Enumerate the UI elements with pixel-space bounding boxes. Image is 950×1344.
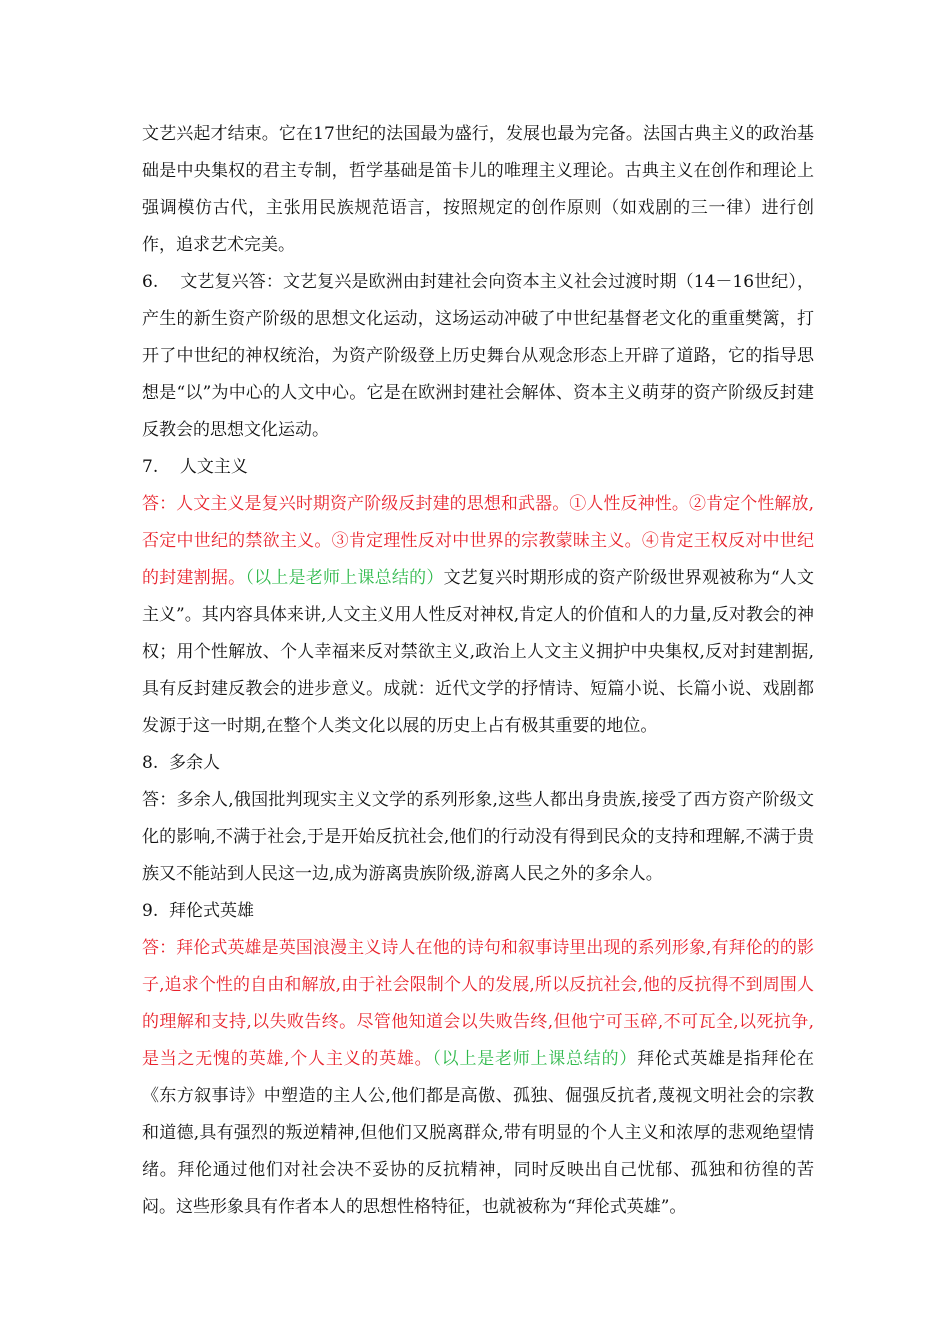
section-9-body: 拜伦式英雄是指拜伦在《东方叙事诗》中塑造的主人公,他们都是高傲、孤独、倔强反抗者,蔑视文明社会的宗教和道德,具有强烈的叛逆精神,但他们又脱离群众,带有明显的个人主义和浓厚的悲观绝望情绪。拜伦通过他们对社会决不妥协的反抗精神，同时反映出自己忧郁、孤独和彷徨的苦闷。这些形象具有作者本人的思想性格特征，也就被称为“拜伦式英雄”。 (142, 1049, 814, 1217)
section-8-number: 8. (142, 753, 159, 773)
section-6-text: 文艺复兴答：文艺复兴是欧洲由封建社会向资本主义社会过渡时期（14－16世纪），产生的新生资产阶级的思想文化运动，这场运动冲破了中世纪基督老文化的重重樊篱，打开了中世纪的神权统治，为资产阶级登上历史舞台从观念形态上开辟了道路，它的指导思想是“以”为中心的人文中心。它是在欧洲封建社会解体、资本主义萌芽的资产阶级反封建反教会的思想文化运动。 (142, 272, 814, 440)
section-8-answer: 答：多余人,俄国批判现实主义文学的系列形象,这些人都出身贵族,接受了西方资产阶级文化的影响,不满于社会,于是开始反抗社会,他们的行动没有得到民众的支持和理解,不满于贵族又不能站到人民这一边,成为游离贵族阶级,游离人民之外的多余人。 (142, 790, 814, 884)
section-7-green-note: （以上是老师上课总结的） (245, 568, 444, 588)
section-7-answer (142, 486, 814, 745)
section-7-body: 文艺复兴时期形成的资产阶级世界观被称为“人文主义”。其内容具体来讲,人文主义用人性反对神权,肯定人的价值和人的力量,反对教会的神权；用个性解放、个人幸福来反对禁欲主义,政治上人文主义拥护中央集权,反对封建割据,具有反封建反教会的进步意义。成就：近代文学的抒情诗、短篇小说、长篇小说、戏剧都发源于这一时期,在整个人类文化以展的历史上占有极其重要的地位。 (142, 568, 815, 736)
section-6-paragraph (142, 264, 814, 449)
section-8-heading (142, 745, 814, 782)
section-9-number: 9. (142, 901, 159, 921)
document-body (142, 116, 814, 1226)
section-8-title: 多余人 (169, 753, 221, 773)
section-9-title: 拜伦式英雄 (169, 901, 255, 921)
section-9-green-note: （以上是老师上课总结的） (432, 1049, 638, 1069)
intro-paragraph: 文艺兴起才结束。它在17世纪的法国最为盛行，发展也最为完备。法国古典主义的政治基础是中央集权的君主专制，哲学基础是笛卡儿的唯理主义理论。古典主义在创作和理论上强调模仿古代，主张用民族规范语言，按照规定的创作原则（如戏剧的三一律）进行创作，追求艺术完美。 (142, 124, 814, 255)
section-9-red-answer: 答：拜伦式英雄是英国浪漫主义诗人在他的诗句和叙事诗里出现的系列形象,有拜伦的的影子,追求个性的自由和解放,由于社会限制个人的发展,所以反抗社会,他的反抗得不到周围人的理解和支持,以失败告终。尽管他知道会以失败告终,但他宁可玉碎,不可瓦全,以死抗争,是当之无愧的英雄,个人主义的英雄。 (142, 938, 814, 1069)
section-7-heading (142, 449, 814, 486)
section-9-heading (142, 893, 814, 930)
section-7-red-answer: 答：人文主义是复兴时期资产阶级反封建的思想和武器。①人性反神性。②肯定个性解放,否定中世纪的禁欲主义。③肯定理性反对中世界的宗教蒙昧主义。④肯定王权反对中世纪的封建割据。 (142, 494, 814, 588)
section-7-title: 人文主义 (179, 457, 248, 477)
section-9-answer (142, 930, 814, 1226)
section-7-number: 7. (142, 457, 159, 477)
section-6-number: 6. (142, 272, 159, 292)
